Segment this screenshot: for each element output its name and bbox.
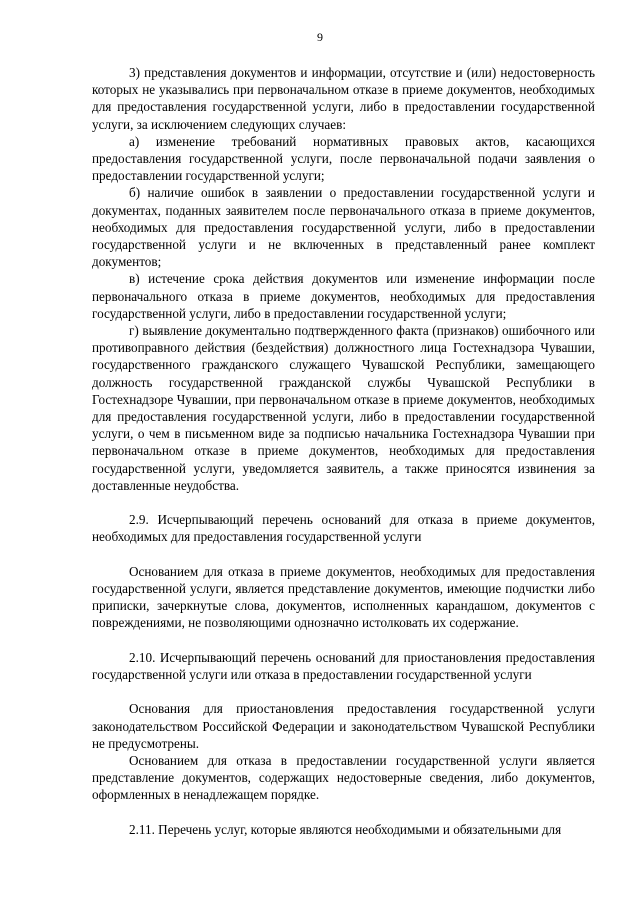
- document-body: [92, 64, 595, 838]
- spacer: [92, 804, 595, 821]
- paragraph-2-9-body: Основанием для отказа в приеме документов, необходимых для предоставления государственной услуги, является представление документов, имеющие подчистки либо приписки, зачеркнутые слова, документов, исполненных карандашом, документов с повреждениями, не позволяющими однозначно истолковать их содержание.: [92, 563, 595, 631]
- section-heading-2-11: 2.11. Перечень услуг, которые являются необходимыми и обязательными для: [129, 821, 562, 837]
- page-number: 9: [317, 30, 323, 44]
- spacer: [92, 494, 595, 511]
- spacer: [92, 683, 595, 700]
- paragraph-2-10-refusal: Основанием для отказа в предоставлении государственной услуги является представление документов, содержащих недостоверные сведения, либо документов, оформленных в ненадлежащем порядке.: [92, 753, 595, 803]
- paragraph-item-3: 3) представления документов и информации, отсутствие и (или) недостоверность которых не указывались при первоначальном отказе в приеме документов, необходимых для предоставления государственной услуги, либо в предоставлении государственной услуги, за исключением следующих случаев:: [92, 65, 595, 132]
- section-heading-2-9: 2.9. Исчерпывающий перечень оснований для отказа в приеме документов, необходимых для предоставления государственной услуги: [92, 512, 595, 545]
- paragraph-subitem-b: б) наличие ошибок в заявлении о предоставлении государственной услуги и документах, поданных заявителем после первоначального отказа в приеме документов, необходимых для предоставления государственной услуги, либо в предоставлении государственной услуги и не включенных в представленный ранее комплект документов;: [92, 185, 595, 270]
- spacer: [92, 632, 595, 649]
- paragraph-2-10-suspension: Основания для приостановления предоставления государственной услуги законодательством Российской Федерации и законодательством Чувашской Республики не предусмотрены.: [92, 701, 595, 751]
- paragraph-subitem-v: в) истечение срока действия документов или изменение информации после первоначального отказа в приеме документов, необходимых для предоставления государственной услуги, либо в предоставлении государственной услуги;: [92, 271, 595, 321]
- spacer: [92, 546, 595, 563]
- paragraph-subitem-a: а) изменение требований нормативных правовых актов, касающихся предоставления государственной услуги, после первоначальной подачи заявления о предоставлении государственной услуги;: [92, 133, 595, 184]
- paragraph-subitem-g: г) выявление документально подтвержденного факта (признаков) ошибочного или противоправного действия (бездействия) должностного лица Гостехнадзора Чувашии, государственного гражданского служащего Чувашской Республики, замещающего должность государственной гражданской службы Чувашской Республики в Гостехнадзоре Чувашии, при первоначальном отказе в приеме документов, необходимых для предоставления государственной услуги, либо в предоставлении государственной услуги, о чем в письменном виде за подписью начальника Гостехнадзора Чувашии при первоначальном отказе в приеме документов, необходимых для предоставления государственной услуги, уведомляется заявитель, а также приносятся извинения за доставленные неудобства.: [92, 323, 595, 493]
- section-heading-2-10: 2.10. Исчерпывающий перечень оснований для приостановления предоставления государственной услуги или отказа в предоставлении государственной услуги: [92, 649, 595, 683]
